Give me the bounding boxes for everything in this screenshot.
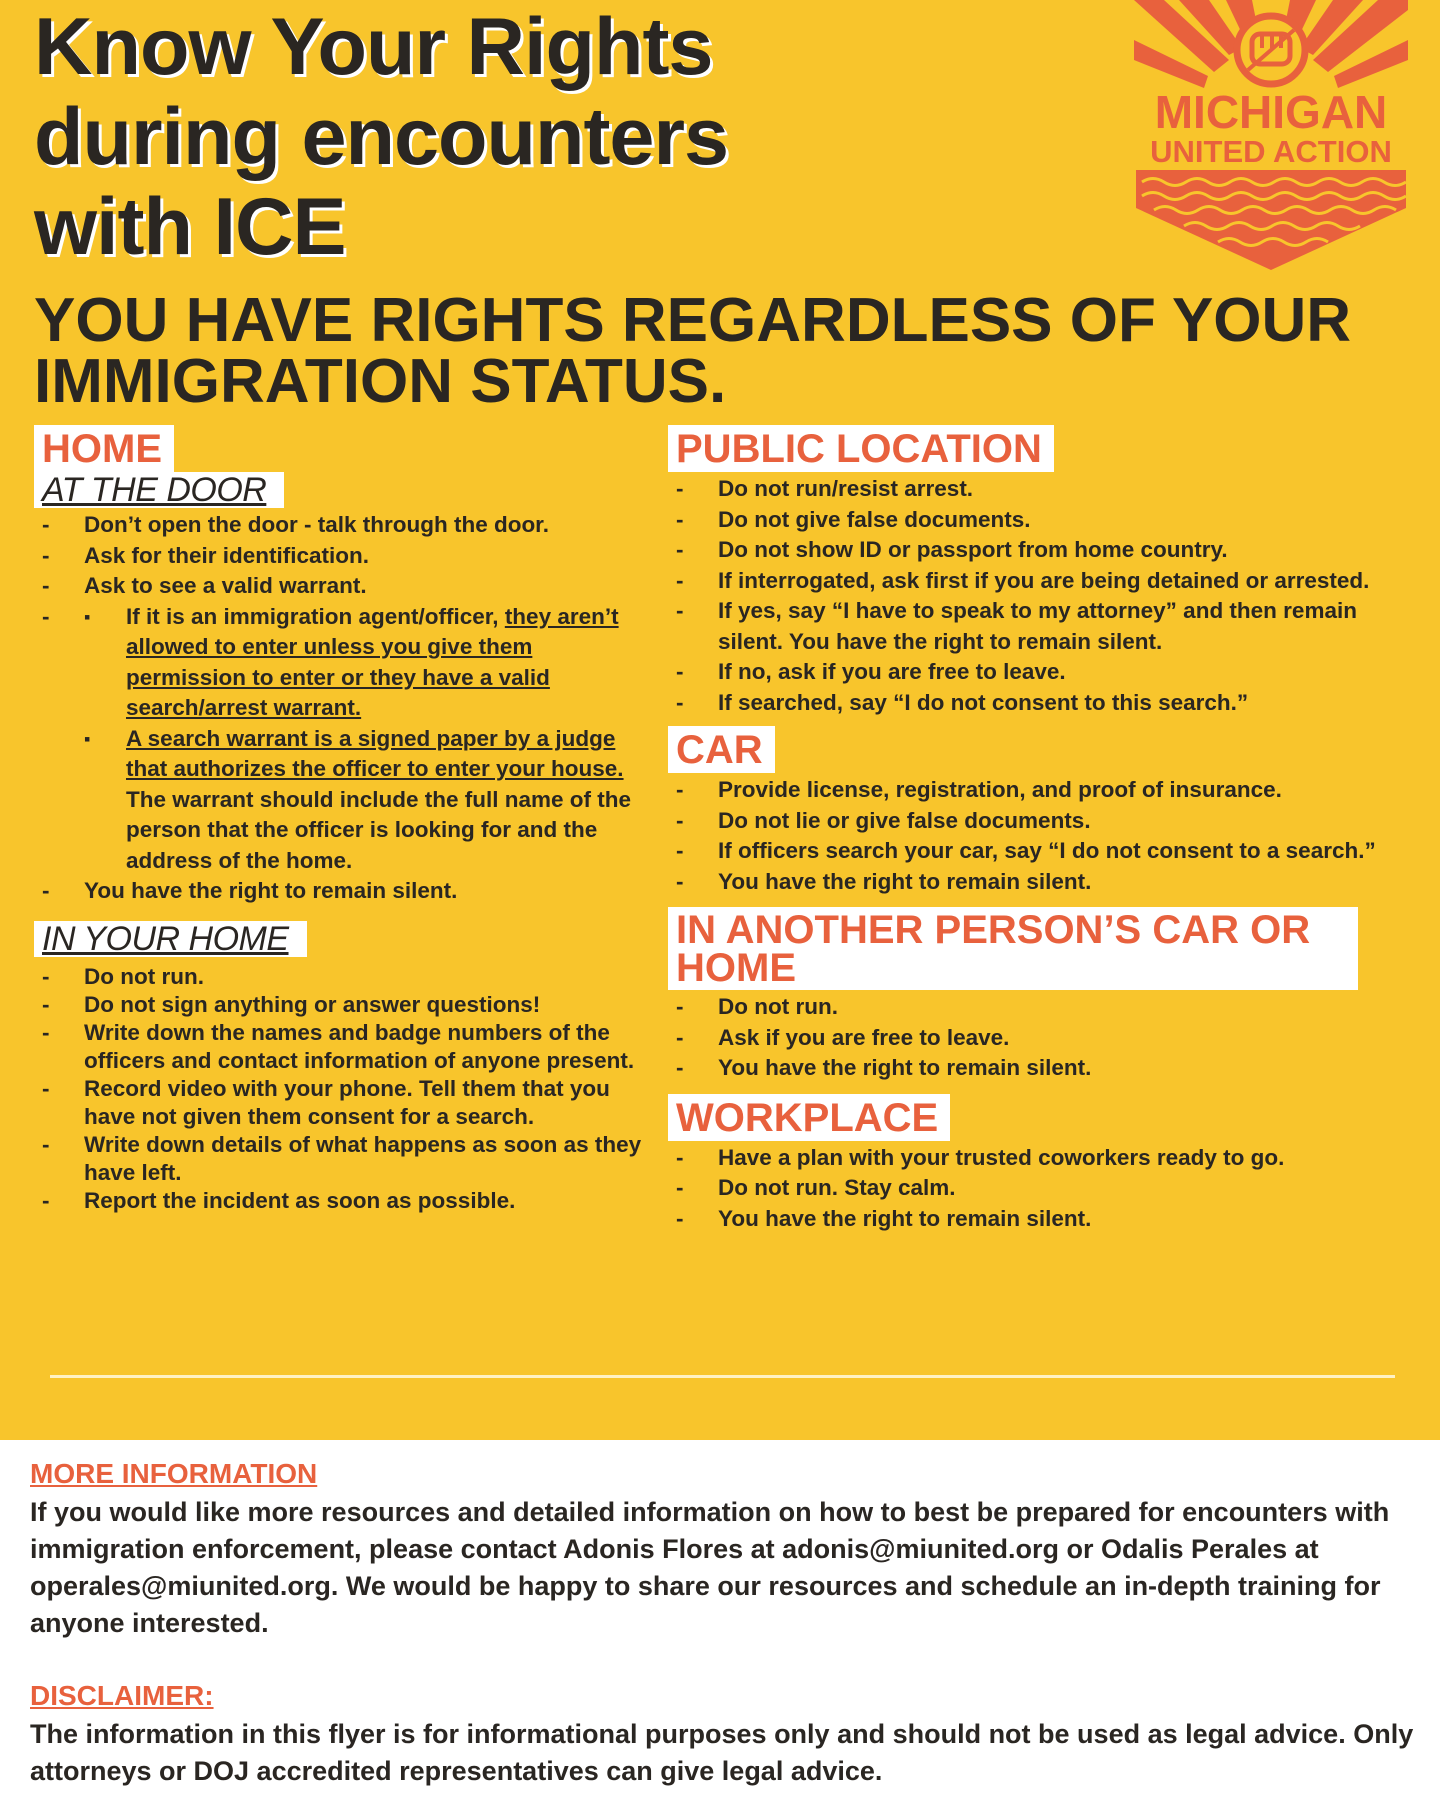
michigan-united-action-logo	[1134, 0, 1408, 272]
list-item: - If interrogated, ask first if you are being detained or arrested.	[668, 566, 1388, 597]
list-item: - Write down the names and badge numbers of the officers and contact information of anyone present.	[34, 1019, 654, 1075]
car-heading: CAR	[668, 726, 775, 773]
sub-list-item	[84, 724, 654, 877]
raised-fist-icon	[1237, 16, 1305, 84]
list-item: - Provide license, registration, and proof of insurance.	[668, 775, 1388, 806]
list-item: - If yes, say “I have to speak to my attorney” and then remain silent. You have the right to remain silent.	[668, 596, 1388, 657]
list-item: - Record video with your phone. Tell them that you have not given them consent for a search.	[34, 1075, 654, 1131]
logo-line-2: UNITED ACTION	[1150, 134, 1392, 169]
list-item: - If no, ask if you are free to leave.	[668, 657, 1388, 688]
car-list	[668, 775, 1388, 897]
list-item: - You have the right to remain silent.	[34, 876, 654, 907]
info-panel	[0, 1440, 1440, 1799]
sub-item-rest: The warrant should include the full name of the person that the officer is looking for and the address of the home.	[126, 786, 632, 873]
in-your-home-list	[34, 963, 654, 1215]
list-item: - Do not run.	[668, 992, 1388, 1023]
disclaimer-heading: DISCLAIMER:	[30, 1680, 214, 1711]
title-line-2: during encounters	[34, 92, 729, 182]
logo-line-1: MICHIGAN	[1154, 86, 1388, 138]
left-column	[34, 425, 654, 1215]
list-item: - Do not run. Stay calm.	[668, 1173, 1388, 1204]
disclaimer-text: The information in this flyer is for informational purposes only and should not be used as legal advice. Only attorneys or DOJ accredited representatives can give legal advice.	[30, 1719, 1414, 1786]
list-item: - Ask if you are free to leave.	[668, 1023, 1388, 1054]
list-item: - If officers search your car, say “I do not consent to a search.”	[668, 836, 1388, 867]
page-title	[34, 2, 934, 272]
in-your-home-subheading: IN YOUR HOME	[34, 921, 307, 957]
sub-list-item	[84, 602, 654, 724]
list-item: - Ask to see a valid warrant.	[34, 571, 654, 602]
warrant-subitems	[34, 602, 654, 877]
list-item: - Do not run.	[34, 963, 654, 991]
list-item: - You have the right to remain silent.	[668, 867, 1388, 898]
list-item: - You have the right to remain silent.	[668, 1204, 1388, 1235]
workplace-list	[668, 1143, 1388, 1235]
divider	[50, 1375, 1395, 1378]
title-line-1: Know Your Rights	[34, 2, 713, 92]
sub-item-underlined: A search warrant is a signed paper by a judge that authorizes the officer to enter your house.	[126, 725, 624, 781]
sub-item-underlined: they aren’t allowed to enter unless you give them permission to enter or they have a valid search/arrest warrant.	[126, 603, 619, 720]
subtitle: YOU HAVE RIGHTS REGARDLESS OF YOUR IMMIGRATION STATUS.	[34, 286, 1352, 416]
list-item: - You have the right to remain silent.	[668, 1053, 1388, 1084]
more-info-heading: MORE INFORMATION	[30, 1458, 318, 1489]
at-the-door-list	[34, 510, 654, 907]
list-item: - Do not run/resist arrest.	[668, 474, 1388, 505]
another-person-heading: IN ANOTHER PERSON’S CAR OR HOME	[668, 907, 1358, 990]
list-item: - Do not lie or give false documents.	[668, 806, 1388, 837]
list-item: - Don’t open the door - talk through the door.	[34, 510, 654, 541]
more-info-text: If you would like more resources and detailed information on how to best be prepared for encounters with immigration enforcement, please contact Adonis Flores at adonis@miunited.org or Odalis Perales at operales@miunited.org. We would be happy to share our resources and schedule an in-depth training for anyone interested.	[30, 1497, 1390, 1638]
at-the-door-subheading: AT THE DOOR	[34, 472, 284, 508]
list-item: - Do not sign anything or answer questions!	[34, 991, 654, 1019]
workplace-heading: WORKPLACE	[668, 1094, 950, 1141]
list-item: - Do not give false documents.	[668, 505, 1388, 536]
home-heading: HOME	[34, 425, 174, 472]
public-location-list	[668, 474, 1388, 718]
list-item: - Report the incident as soon as possible.	[34, 1187, 654, 1215]
another-person-list	[668, 992, 1388, 1084]
list-item: - Have a plan with your trusted coworkers ready to go.	[668, 1143, 1388, 1174]
list-item: - Write down details of what happens as soon as they have left.	[34, 1131, 654, 1187]
list-item: - If searched, say “I do not consent to this search.”	[668, 688, 1388, 719]
list-item: - Do not show ID or passport from home country.	[668, 535, 1388, 566]
list-item: - Ask for their identification.	[34, 541, 654, 572]
warrant-sublist	[84, 602, 654, 877]
public-location-heading: PUBLIC LOCATION	[668, 425, 1054, 472]
sub-item-lead: If it is an immigration agent/officer,	[126, 603, 505, 629]
title-line-3: with ICE	[34, 182, 346, 272]
right-column	[668, 425, 1388, 1234]
